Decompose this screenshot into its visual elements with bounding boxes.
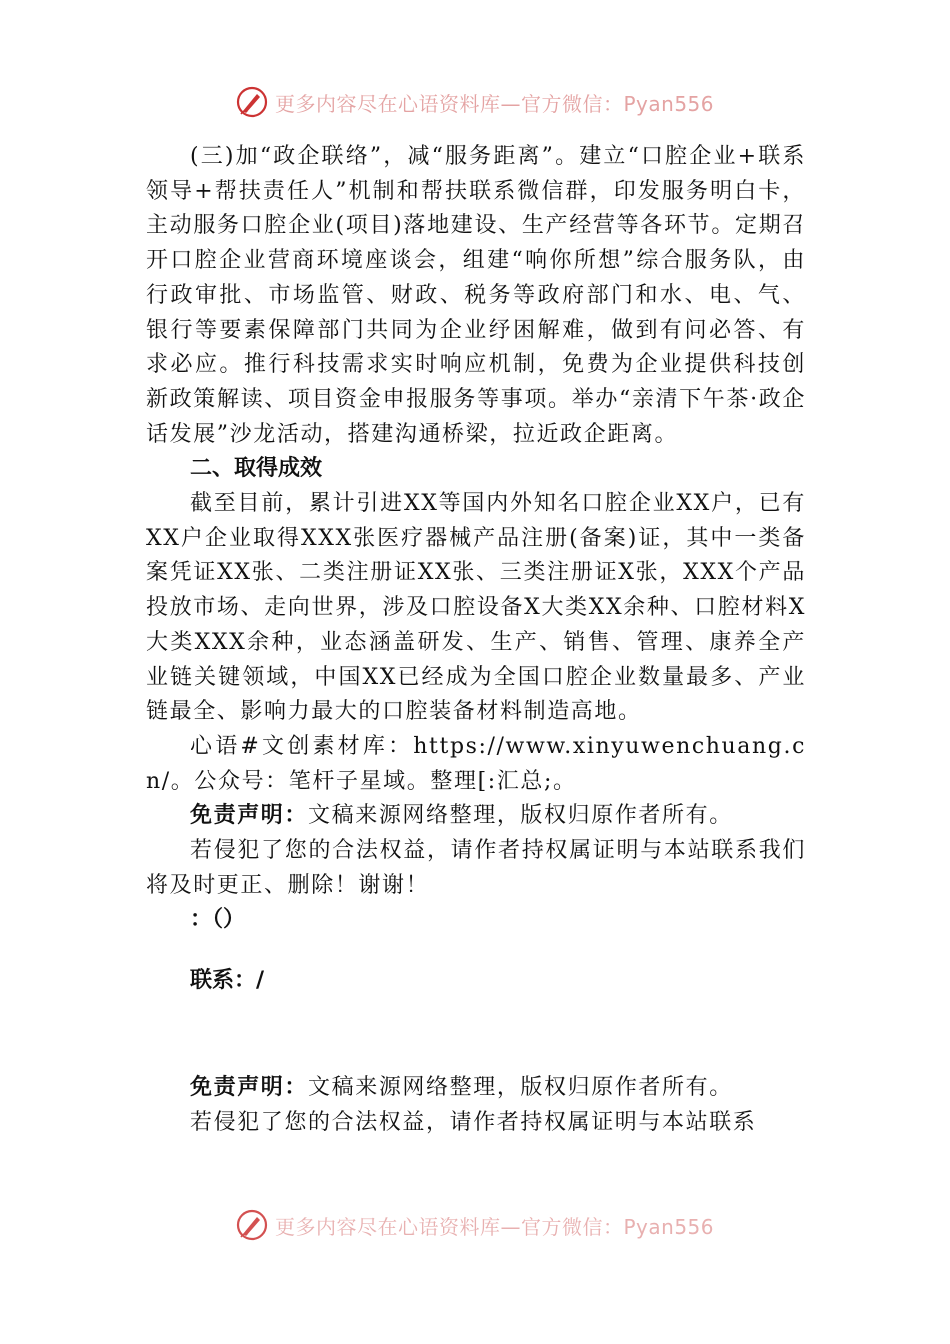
disclaimer-text: 文稿来源网络整理，版权归原作者所有。 [308,803,733,829]
disclaimer-line-2: 若侵犯了您的合法权益，请作者持权属证明与本站联系我们将及时更正、删除！谢谢！ [146,838,806,898]
section-heading-results: 二、取得成效 [190,456,323,482]
placeholder-line: ：（） [190,907,246,933]
header-watermark [235,82,714,122]
contact-label: 联系： [190,968,257,994]
pen-circle-logo-icon [235,1208,269,1242]
footer-watermark [235,1205,714,1245]
results-paragraph: 截至目前，累计引进XX等国内外知名口腔企业XX户，已有XX户企业取得XXX张医疗器械产品注册(备案)证，其中一类备案凭证XX张、二类注册证XX张、三类注册证X张，XXX个产品投放市场、走向世界，涉及口腔设备X大类XX余种、口腔材料X大类XXX余种，业态涵盖研发、生产、销售、管理、康养全产业链关键领域，中国XX已经成为全国口腔企业数量最多、产业链最全、影响力最大的口腔装备材料制造高地。 [146,491,806,725]
disclaimer-line-1 [146,799,806,834]
disclaimer-2-line-2: 若侵犯了您的合法权益，请作者持权属证明与本站联系 [190,1109,757,1135]
contact-value: / [256,968,265,994]
disclaimer-label: 免责声明： [190,803,309,829]
source-note: 心语#文创素材库：https://www.xinyuwenchuang.cn/。公众号：笔杆子星域。整理[:汇总;。 [146,733,806,794]
document-body [146,140,806,1140]
pen-circle-logo-icon [235,85,269,119]
disclaimer-2-label: 免责声明： [190,1074,309,1100]
watermark-text-footer: 更多内容尽在心语资料库—官方微信：Pyan556 [275,1214,715,1239]
section-3-paragraph: (三)加“政企联络”，减“服务距离”。建立“口腔企业+联系领导+帮扶责任人”机制和帮扶联系微信群，印发服务明白卡，主动服务口腔企业(项目)落地建设、生产经营等各环节。定期召开口腔企业营商环境座谈会，组建“响你所想”综合服务队，由行政审批、市场监管、财政、税务等政府部门和水、电、气、银行等要素保障部门共同为企业纾困解难，做到有问必答、有求必应。推行科技需求实时响应机制，免费为企业提供科技创新政策解读、项目资金申报服务等事项。举办“亲清下午茶·政企话发展”沙龙活动，搭建沟通桥梁，拉近政企距离。 [146,144,806,447]
disclaimer-2-line-1 [146,1071,806,1106]
contact-line [146,964,806,999]
disclaimer-2-text: 文稿来源网络整理，版权归原作者所有。 [308,1074,733,1100]
watermark-text: 更多内容尽在心语资料库—官方微信：Pyan556 [275,91,715,116]
